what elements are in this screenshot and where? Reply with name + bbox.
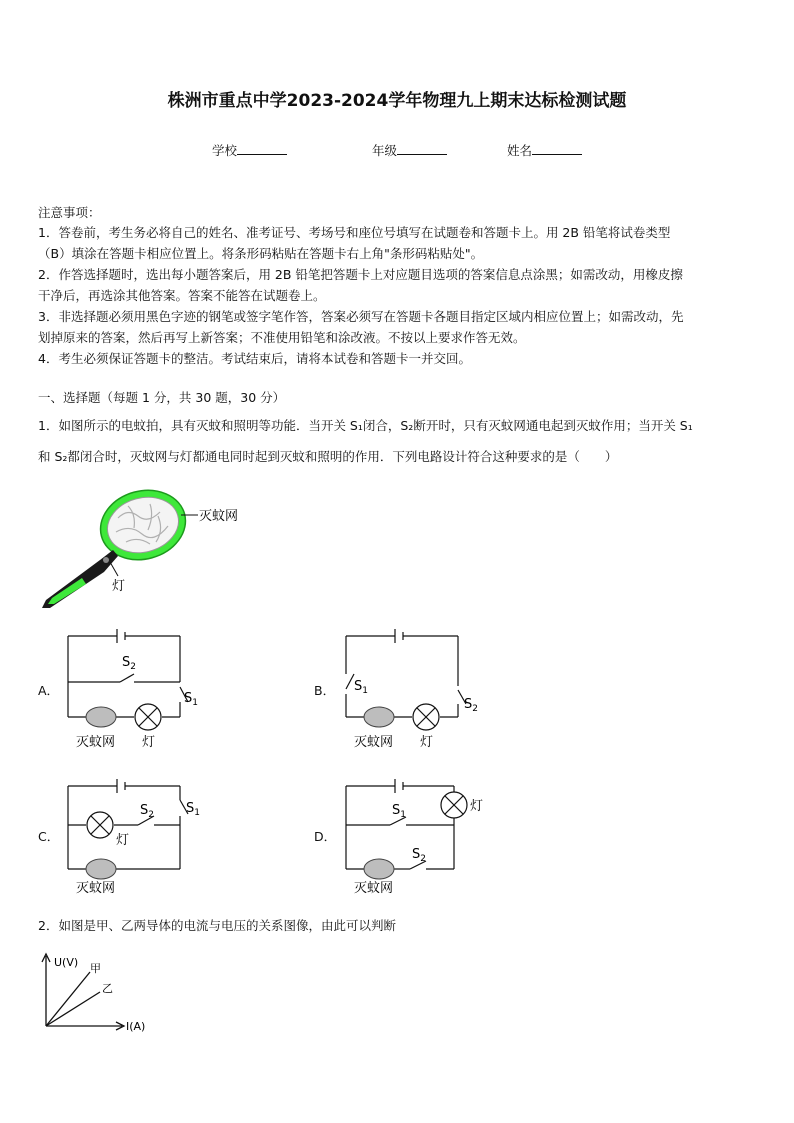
svg-text:S2: $S_2$ xyxy=(140,803,154,820)
svg-text:S1: $S_1$ xyxy=(392,803,406,820)
x-axis-label: I(A) xyxy=(126,1020,146,1033)
note-2a: 2．作答选择题时，选出每小题答案后，用 2B 铅笔把答题卡上对应题目选项的答案信息点涂黑；如需改动，用橡皮擦 xyxy=(38,267,683,282)
line-yi xyxy=(46,992,100,1026)
y-axis-label: U(V) xyxy=(54,956,79,969)
lamp-pointer xyxy=(110,562,118,576)
lamp-label-c: 灯 xyxy=(116,833,130,848)
question-2: 2．如图是甲、乙两导体的电流与电压的关系图像，由此可以判断 xyxy=(38,918,396,933)
note-3b: 划掉原来的答案，然后再写上新答案；不准使用铅笔和涂改液。不按以上要求作答无效。 xyxy=(38,330,526,345)
lamp-label-b: 灯 xyxy=(420,735,434,750)
svg-text:S1: $S_1$ xyxy=(184,691,198,708)
grade-field: 年级 xyxy=(372,141,447,159)
question-1-line1: 1．如图所示的电蚊拍，具有灭蚊和照明等功能．当开关 S₁闭合，S₂断开时，只有灭蚊网通电起到灭蚊作用；当开关 S₁ xyxy=(38,418,693,433)
ui-graph xyxy=(38,950,168,1040)
racket-handle xyxy=(42,550,118,608)
note-2b: 干净后，再选涂其他答案。答案不能答在试题卷上。 xyxy=(38,288,326,303)
line-jia xyxy=(46,972,90,1026)
net-a xyxy=(86,707,116,727)
school-field: 学校 xyxy=(212,141,287,159)
option-b-label: B． xyxy=(314,683,336,698)
option-d-label: D． xyxy=(314,829,337,844)
net-label-a: 灭蚊网 xyxy=(76,735,116,750)
switch-s1-b xyxy=(346,674,354,689)
svg-text:S2: $S_2$ xyxy=(464,697,478,714)
net-c xyxy=(86,859,116,879)
notes-heading: 注意事项： xyxy=(38,205,101,220)
lamp-label: 灯 xyxy=(112,579,126,594)
page-title: 株洲市重点中学2023-2024学年物理九上期末达标检测试题 xyxy=(167,91,627,111)
svg-text:S2: $S_2$ xyxy=(412,847,426,864)
option-a-label: A． xyxy=(38,683,60,698)
net-label: 灭蚊网 xyxy=(199,509,239,524)
note-4: 4．考生必须保证答题卡的整洁。考试结束后，请将本试卷和答题卡一并交回。 xyxy=(38,351,471,366)
option-c-label: C． xyxy=(38,829,60,844)
question-1-line2: 和 S₂都闭合时，灭蚊网与灯都通电同时起到灭蚊和照明的作用．下列电路设计符合这种要求的是（ ） xyxy=(38,449,618,464)
net-label-d: 灭蚊网 xyxy=(354,881,394,896)
lamp-label-a: 灯 xyxy=(142,735,156,750)
note-1b: （B）填涂在答题卡相应位置上。将条形码粘贴在答题卡右上角"条形码粘贴处"。 xyxy=(38,246,484,261)
svg-text:S2: $S_2$ xyxy=(122,655,136,672)
net-b xyxy=(364,707,394,727)
note-1a: 1．答卷前，考生务必将自己的姓名、准考证号、考场号和座位号填写在试题卷和答题卡上。用 2B 铅笔将试卷类型 xyxy=(38,225,671,240)
svg-text:S1: $S_1$ xyxy=(354,679,368,696)
lamp-label-d: 灯 xyxy=(470,799,484,814)
circuit-b xyxy=(340,624,490,754)
svg-text:S1: $S_1$ xyxy=(186,801,200,818)
note-3a: 3．非选择题必须用黑色字迹的钢笔或签字笔作答，答案必须写在答题卡各题目指定区域内相应位置上；如需改动，先 xyxy=(38,309,684,324)
switch-s2-a xyxy=(120,674,134,682)
section-heading: 一、选择题（每题 1 分，共 30 题，30 分） xyxy=(38,390,286,405)
circuit-a xyxy=(62,624,212,754)
net-label-c: 灭蚊网 xyxy=(76,881,116,896)
mosquito-racket-figure xyxy=(38,480,268,615)
label-jia: 甲 xyxy=(90,962,101,975)
net-d xyxy=(364,859,394,879)
name-field: 姓名 xyxy=(507,141,582,159)
label-yi: 乙 xyxy=(102,982,113,995)
circuit-c xyxy=(62,770,222,900)
circuit-d xyxy=(340,770,510,900)
net-label-b: 灭蚊网 xyxy=(354,735,394,750)
